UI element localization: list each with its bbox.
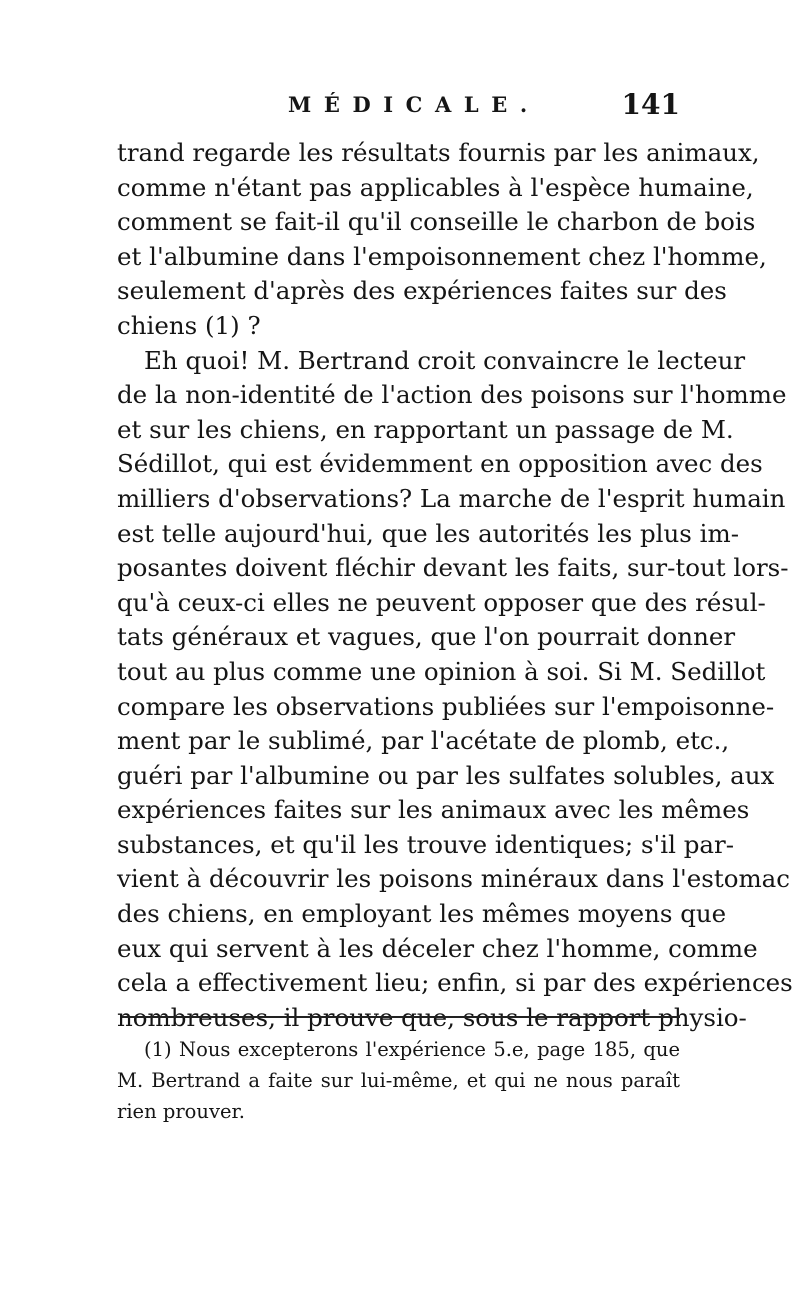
text-line: milliers d'observations? La marche de l'esprit humain (117, 483, 786, 513)
text-line: et l'albumine dans l'empoisonnement chez l'homme, (117, 241, 767, 271)
footnote-line: M. Bertrand a faite sur lui-même, et qui ne nous paraît (117, 1069, 680, 1092)
footnote-line: rien prouver. (117, 1100, 245, 1123)
text-line: substances, et qu'il les trouve identiques; s'il par- (117, 829, 735, 859)
text-line: nombreuses, il prouve que, sous le rapport physio- (117, 1002, 747, 1032)
text-line: expériences faites sur les animaux avec les mêmes (117, 795, 750, 825)
text-line: comme n'étant pas applicables à l'espèce humaine, (117, 172, 754, 202)
text-line: eux qui servent à les déceler chez l'homme, comme (117, 933, 758, 963)
text-line: comment se fait-il qu'il conseille le charbon de bois (117, 207, 756, 237)
text-line: Eh quoi! M. Bertrand croit convaincre le lecteur (144, 345, 746, 375)
text-line: tats généraux et vagues, que l'on pourrait donner (117, 622, 736, 652)
text-line: seulement d'après des expériences faites sur des (117, 276, 727, 306)
footnote (117, 1034, 680, 1127)
page-number: 141 (621, 88, 680, 121)
running-title: MÉDICALE. (288, 92, 540, 117)
text-line: et sur les chiens, en rapportant un passage de M. (117, 414, 734, 444)
text-line: trand regarde les résultats fournis par les animaux, (117, 138, 760, 167)
body-text (117, 136, 793, 1035)
text-line: guéri par l'albumine ou par les sulfates solubles, aux (117, 760, 775, 790)
text-line: vient à découvrir les poisons minéraux dans l'estomac (117, 864, 791, 894)
text-line: est telle aujourd'hui, que les autorités les plus im- (117, 518, 739, 548)
text-line: tout au plus comme une opinion à soi. Si M. Sedillot (117, 656, 766, 686)
text-line: posantes doivent fléchir devant les faits, sur-tout lors- (117, 553, 789, 583)
footnote-divider (122, 1016, 680, 1018)
text-line: compare les observations publiées sur l'empoisonne- (117, 691, 775, 721)
text-line: de la non-identité de l'action des poisons sur l'homme (117, 380, 787, 410)
page-header (120, 88, 680, 128)
text-line: qu'à ceux-ci elles ne peuvent opposer que des résul- (117, 587, 766, 617)
text-line: ment par le sublimé, par l'acétate de plomb, etc., (117, 726, 730, 756)
text-line: chiens (1) ? (117, 310, 261, 340)
text-line: des chiens, en employant les mêmes moyens que (117, 899, 727, 929)
footnote-line: (1) Nous excepterons l'expérience 5.e, page 185, que (144, 1038, 680, 1061)
text-line: Sédillot, qui est évidemment en opposition avec des (117, 449, 763, 479)
text-line: cela a effectivement lieu; enfin, si par des expériences (117, 968, 793, 998)
